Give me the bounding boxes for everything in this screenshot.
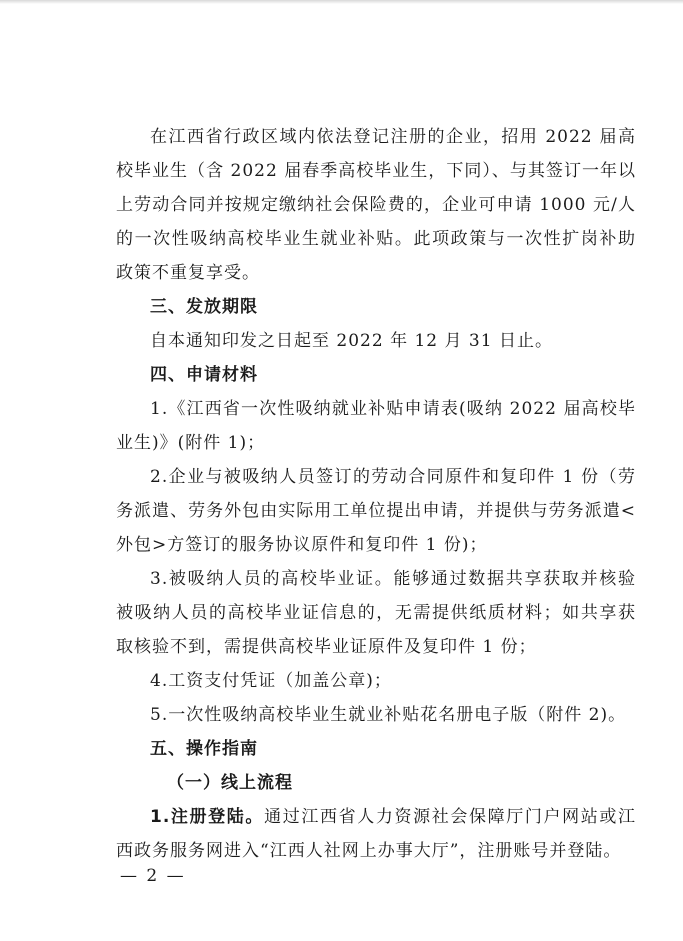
document-body [116,120,636,868]
material-item-4: 4.工资支付凭证（加盖公章)； [150,671,392,691]
material-item-5: 5.一次性吸纳高校毕业生就业补贴花名册电子版（附件 2)。 [150,705,627,725]
paragraph-period: 自本通知印发之日起至 2022 年 12 月 31 日止。 [150,331,553,351]
step-lead: 1.注册登陆。 [150,807,265,827]
material-item-1: 1.《江西省一次性吸纳就业补贴申请表(吸纳 2022 届高校毕业生)》(附件 1)； [116,399,636,453]
heading-distribution-period: 三、发放期限 [150,297,258,317]
paragraph-register-login [116,800,636,868]
material-item-2: 2.企业与被吸纳人员签订的劳动合同原件和复印件 1 份（劳务派遣、劳务外包由实际用工单位提出申请，并提供与劳务派遣<外包>方签订的服务协议原件和复印件 1 份)； [116,467,636,555]
heading-materials: 四、申请材料 [150,365,258,385]
material-item-3: 3.被吸纳人员的高校毕业证。能够通过数据共享获取并核验被吸纳人员的高校毕业证信息的，无需提供纸质材料；如共享获取核验不到，需提供高校毕业证原件及复印件 1 份； [116,569,636,657]
paragraph-eligibility: 在江西省行政区域内依法登记注册的企业，招用 2022 届高校毕业生（含 2022 届春季高校毕业生，下同）、与其签订一年以上劳动合同并按规定缴纳社会保险费的，企业可申请 1000 元/人的一次性吸纳高校毕业生就业补贴。此项政策与一次性扩岗补助政策不重复享受。 [116,127,636,283]
page-number: — 2 — [120,866,186,886]
step-text: 通过江西省人力资源社会保障厅门户网站或江西政务服务网进入“江西人社网上办事大厅”，注册账号并登陆。 [116,807,636,861]
subheading-online-process: （一）线上流程 [167,773,293,793]
heading-operation-guide: 五、操作指南 [150,739,258,759]
scan-edge [0,0,683,4]
